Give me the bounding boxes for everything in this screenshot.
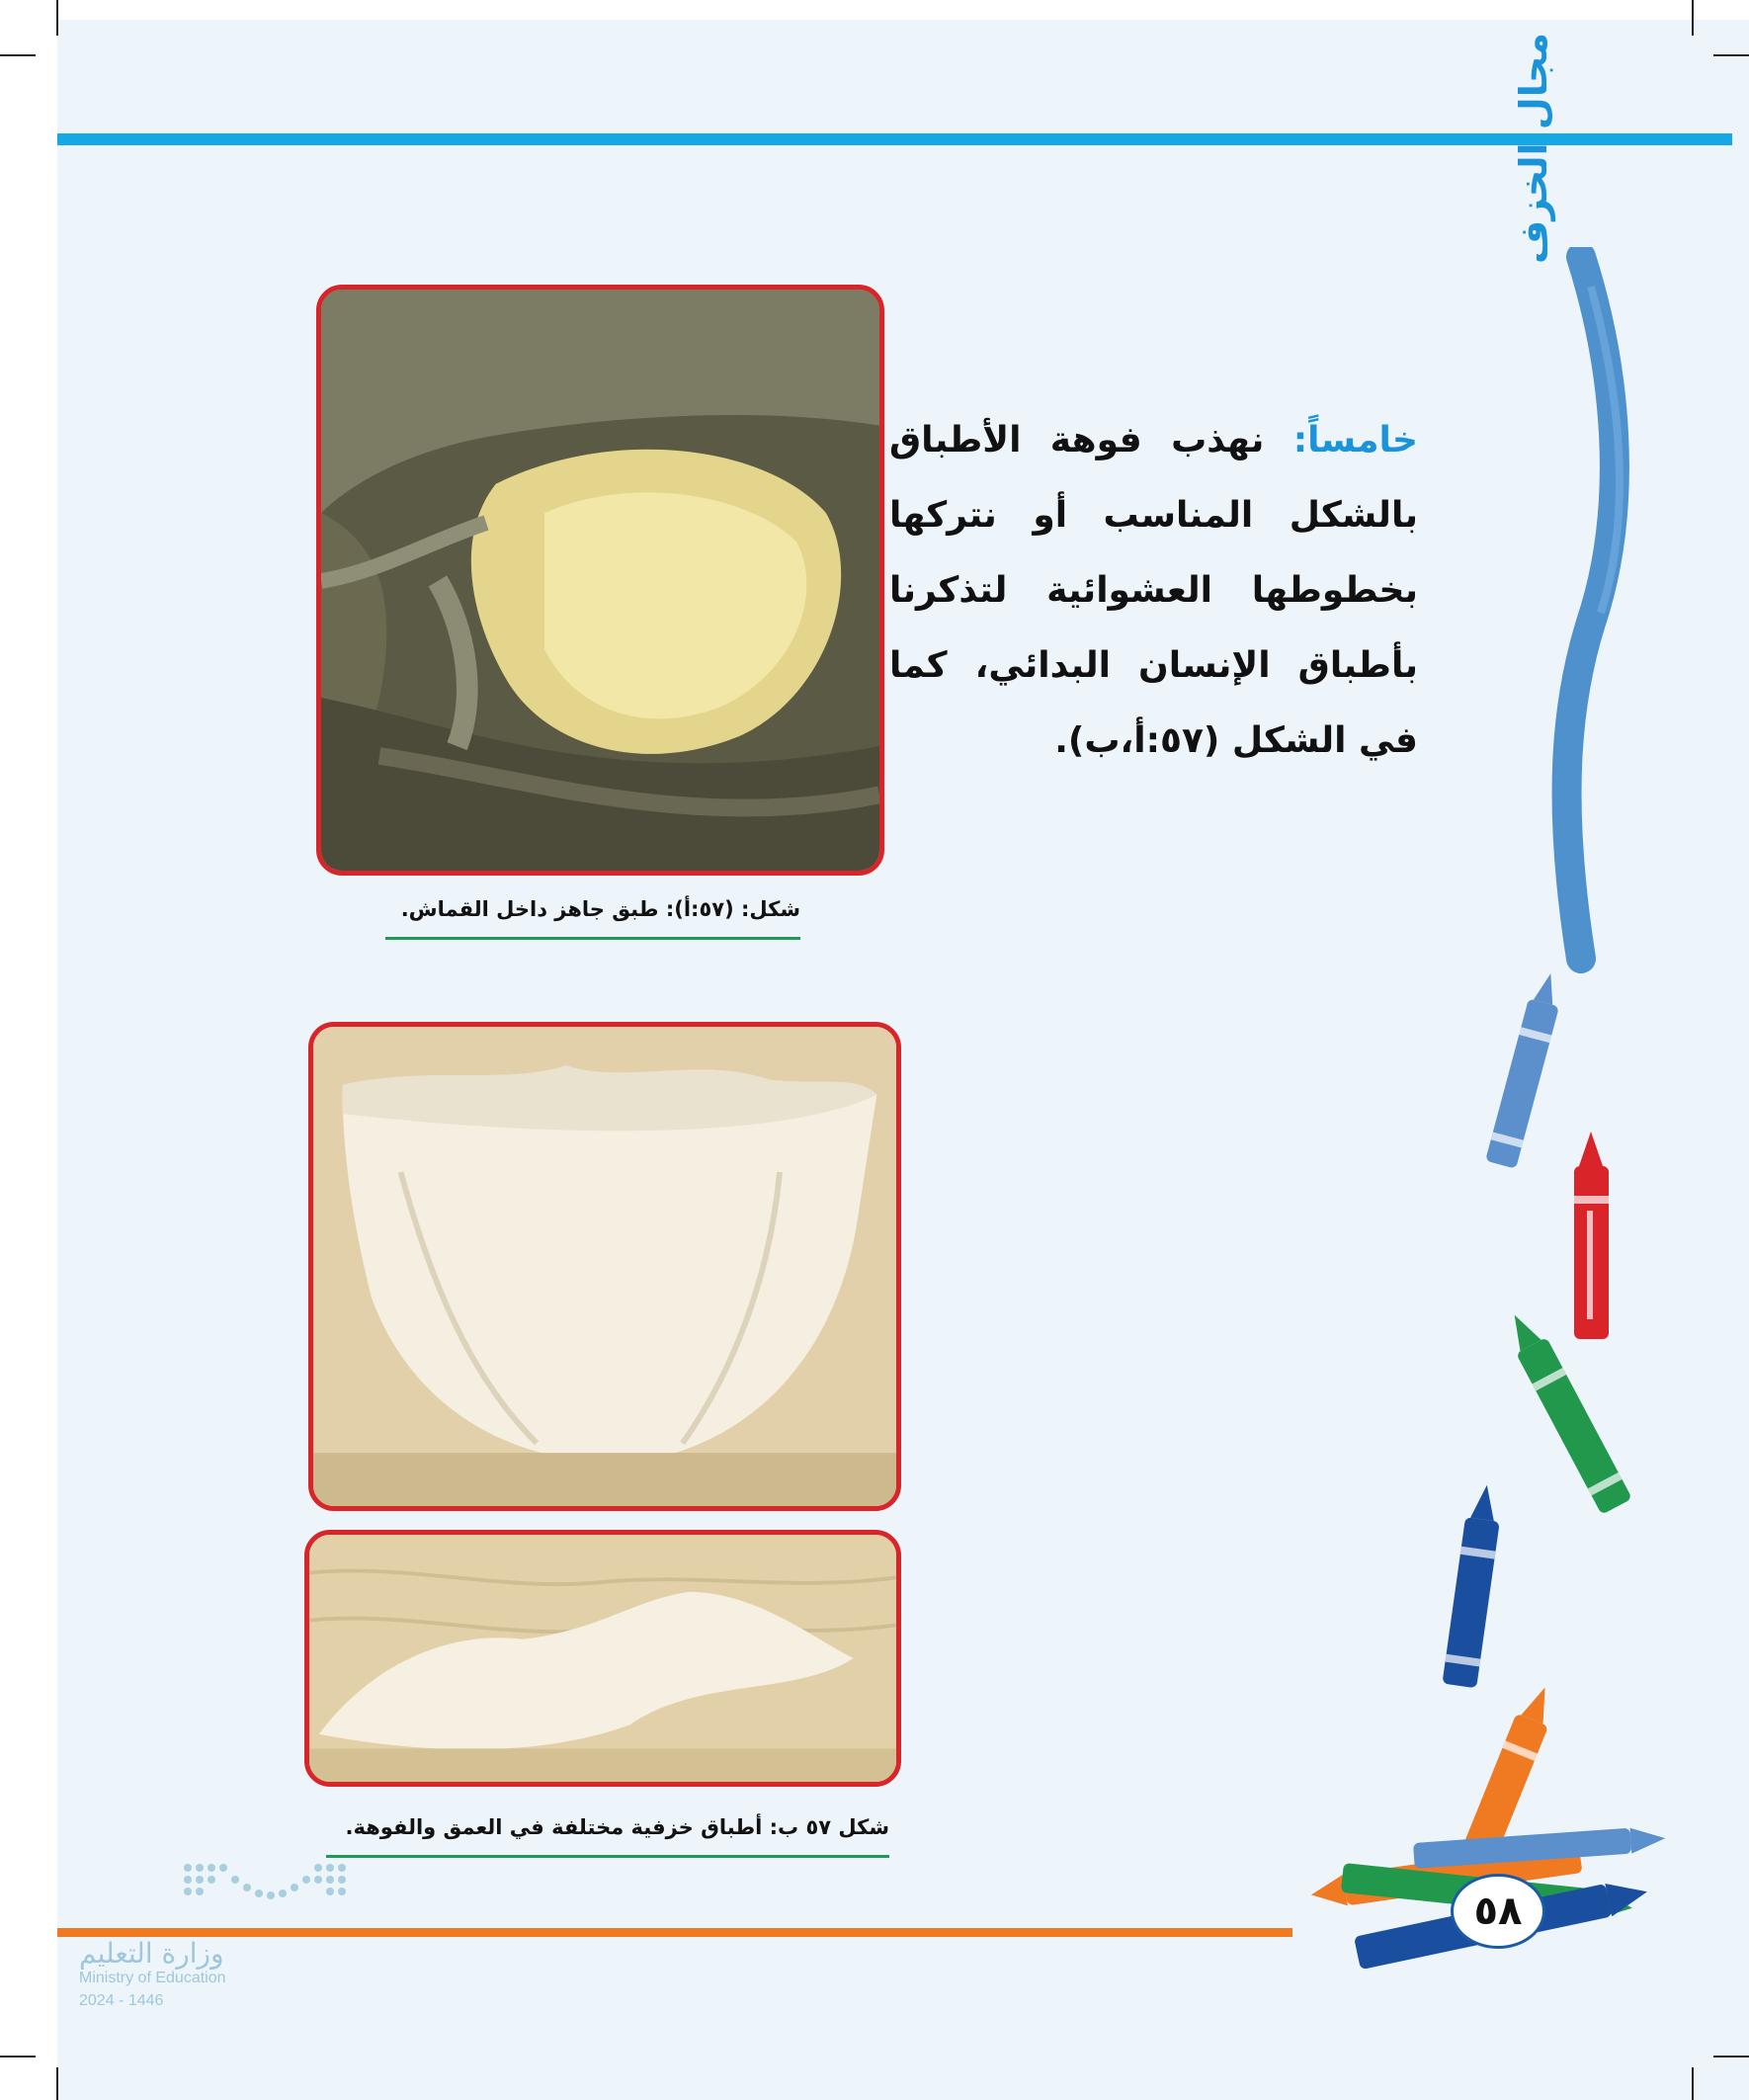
brush-stroke-decoration: [1522, 247, 1650, 978]
figure-a-caption: شكل: (٥٧:أ): طبق جاهز داخل القماش.: [400, 897, 800, 921]
crop-mark: [1713, 2056, 1749, 2058]
section-side-title: مجال الخزف: [1512, 33, 1555, 264]
figure-b-caption-underline: [326, 1855, 889, 1858]
figure-b-top-photo: [308, 1022, 901, 1511]
crop-mark: [56, 0, 58, 36]
figure-b-bottom-photo: [304, 1530, 901, 1787]
figure-a-photo: [316, 285, 884, 876]
crayons-decoration: [1285, 949, 1680, 1996]
footer-rule: [57, 1928, 1292, 1937]
header-rule: [57, 133, 1732, 145]
crop-mark: [1692, 2067, 1694, 2100]
body-paragraph: [889, 403, 1418, 779]
crop-mark: [1713, 54, 1749, 56]
ministry-name-english: Ministry of Education: [79, 1970, 226, 1986]
figure-a-caption-underline: [385, 937, 800, 940]
ministry-logo-icon: [178, 1858, 356, 1907]
ministry-name-arabic: وزارة التعليم: [79, 1937, 224, 1970]
crop-mark: [0, 54, 36, 56]
crop-mark: [0, 2056, 36, 2058]
crop-mark: [1692, 0, 1694, 36]
figure-b-caption: شكل ٥٧ ب: أطباق خزفية مختلفة في العمق والفوهة.: [345, 1815, 889, 1839]
page-number: ٥٨: [1451, 1874, 1545, 1949]
crop-mark: [56, 2067, 58, 2100]
edition-year: 2024 - 1446: [79, 1992, 164, 2009]
paragraph-text: نهذب فوهة الأطباق بالشكل المناسب أو نتركها بخطوطها العشوائية لتذكرنا بأطباق الإنسان البدائي، كما في الشكل (٥٧:أ،ب).: [889, 420, 1418, 761]
paragraph-lead: خامساً:: [1292, 420, 1418, 461]
